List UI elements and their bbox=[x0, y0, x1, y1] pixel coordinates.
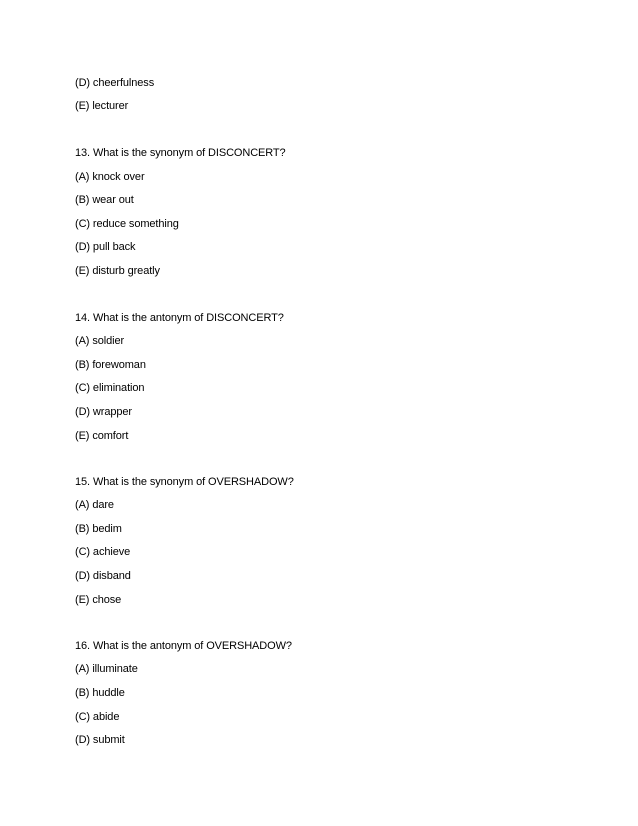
option-text: (A) illuminate bbox=[75, 663, 138, 675]
option-text: (D) pull back bbox=[75, 241, 136, 253]
option-text: (C) elimination bbox=[75, 382, 145, 394]
option-text: (D) disband bbox=[75, 570, 131, 582]
option-text: (A) soldier bbox=[75, 335, 125, 347]
option-text: (D) submit bbox=[75, 734, 125, 746]
option-text: (A) dare bbox=[75, 499, 114, 511]
option-text: (A) knock over bbox=[75, 171, 145, 183]
question-text: 16. What is the antonym of OVERSHADOW? bbox=[75, 640, 292, 652]
option-text: (E) lecturer bbox=[75, 100, 129, 112]
option-text: (E) disturb greatly bbox=[75, 265, 160, 277]
option-text: (E) comfort bbox=[75, 430, 129, 442]
option-text: (C) achieve bbox=[75, 546, 131, 558]
option-text: (C) abide bbox=[75, 711, 120, 723]
question-text: 14. What is the antonym of DISCONCERT? bbox=[75, 312, 284, 324]
option-text: (C) reduce something bbox=[75, 218, 179, 230]
option-text: (B) bedim bbox=[75, 523, 122, 535]
question-text: 15. What is the synonym of OVERSHADOW? bbox=[75, 476, 294, 488]
option-text: (D) wrapper bbox=[75, 406, 132, 418]
option-text: (B) huddle bbox=[75, 687, 125, 699]
option-text: (B) wear out bbox=[75, 194, 134, 206]
option-text: (D) cheerfulness bbox=[75, 77, 155, 89]
option-text: (B) forewoman bbox=[75, 359, 146, 371]
option-text: (E) chose bbox=[75, 594, 122, 606]
question-text: 13. What is the synonym of DISCONCERT? bbox=[75, 147, 286, 159]
